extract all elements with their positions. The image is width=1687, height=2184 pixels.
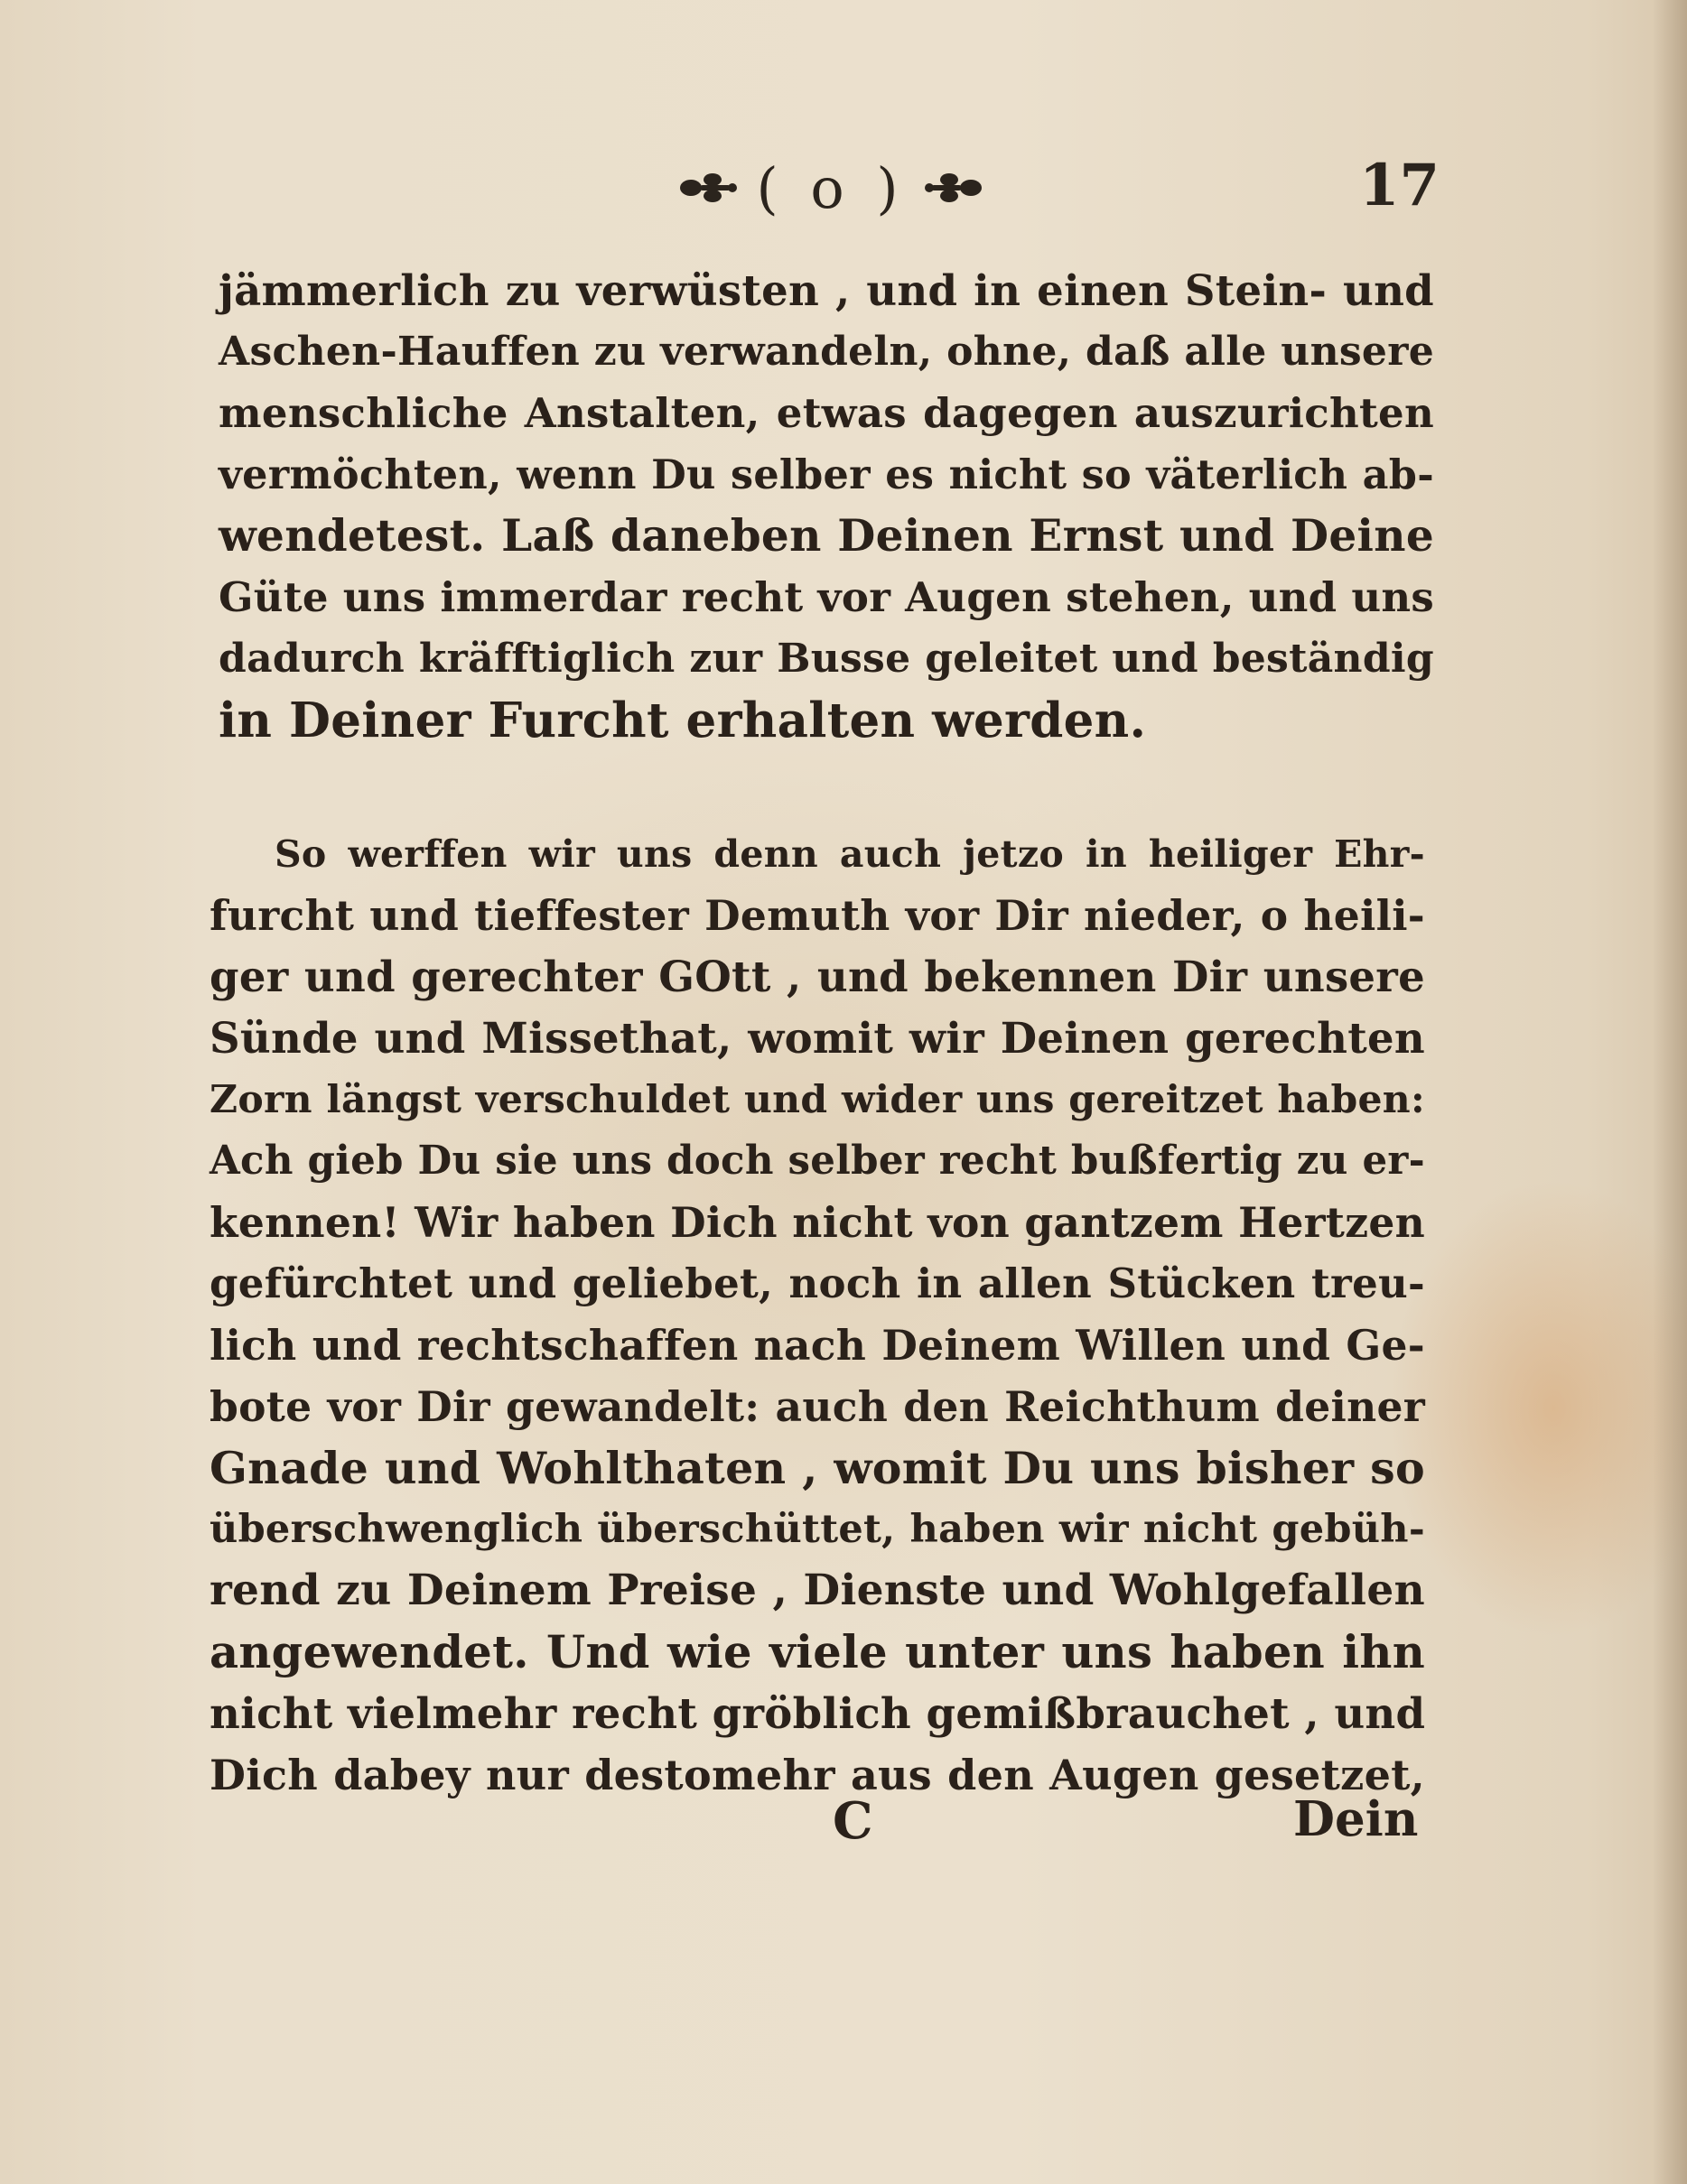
- fleuron-ornament-icon: [676, 167, 740, 209]
- page-number: 17: [1359, 152, 1440, 219]
- text-line: ger und gerechter GOtt , und bekennen Dir unsere: [210, 952, 1425, 1001]
- text-line: überschwenglich überschüttet, haben wir nicht gebüh-: [210, 1507, 1425, 1552]
- text-line: Dich dabey nur destomehr aus den Augen gesetzet,: [210, 1751, 1425, 1799]
- text-line: menschliche Anstalten, etwas dagegen auszurichten: [219, 389, 1434, 437]
- text-line: wendetest. Laß daneben Deinen Ernst und Deine: [219, 510, 1434, 562]
- text-line: Güte uns immerdar recht vor Augen stehen, und uns: [219, 573, 1435, 621]
- paragraph-2: [210, 823, 1425, 1806]
- text-line: kennen! Wir haben Dich nicht von gantzem Hertzen: [210, 1198, 1425, 1247]
- text-line: angewendet. Und wie viele unter uns haben ihn: [210, 1626, 1425, 1678]
- page-edge-shadow: [1653, 0, 1687, 2184]
- signature-mark: C: [833, 1791, 873, 1851]
- text-line: Gnade und Wohlthaten , womit Du uns bisher so: [210, 1442, 1425, 1494]
- text-line: Zorn längst verschuldet und wider uns gereitzet haben:: [210, 1077, 1425, 1122]
- text-line: Aschen-Hauffen zu verwandeln, ohne, daß alle unsere: [219, 329, 1434, 375]
- text-line: gefürchtet und geliebet, noch in allen Stücken treu-: [210, 1259, 1425, 1307]
- catchword: Dein: [1293, 1791, 1419, 1847]
- text-line: rend zu Deinem Preise , Dienste und Wohlgefallen: [210, 1566, 1425, 1615]
- text-line: Ach gieb Du sie uns doch selber recht bußfertig zu er-: [210, 1138, 1425, 1184]
- text-line: vermöchten, wenn Du selber es nicht so väterlich ab-: [219, 451, 1434, 498]
- text-line: Sünde und Missethat, womit wir Deinen gerechten: [210, 1013, 1425, 1063]
- running-header: [668, 152, 993, 224]
- text-line: nicht vielmehr recht gröblich gemißbrauchet , und: [210, 1688, 1426, 1738]
- text-line: lich und rechtschaffen nach Deinem Willen und Ge-: [210, 1321, 1425, 1370]
- folio-mark: ( o ): [756, 154, 906, 221]
- text-line: furcht und tieffester Demuth vor Dir nieder, o heili-: [210, 891, 1425, 940]
- text-line: So werffen wir uns denn auch jetzo in heiliger Ehr-: [275, 832, 1425, 876]
- text-line: dadurch kräfftiglich zur Busse geleitet und beständig: [219, 636, 1434, 682]
- fleuron-ornament-icon: [922, 167, 985, 209]
- text-line: bote vor Dir gewandelt: auch den Reichthum deiner: [210, 1382, 1425, 1431]
- text-line: jämmerlich zu verwüsten , und in einen Stein- und: [219, 265, 1434, 315]
- paragraph-1: [219, 260, 1434, 751]
- text-line: in Deiner Furcht erhalten werden.: [219, 692, 1147, 748]
